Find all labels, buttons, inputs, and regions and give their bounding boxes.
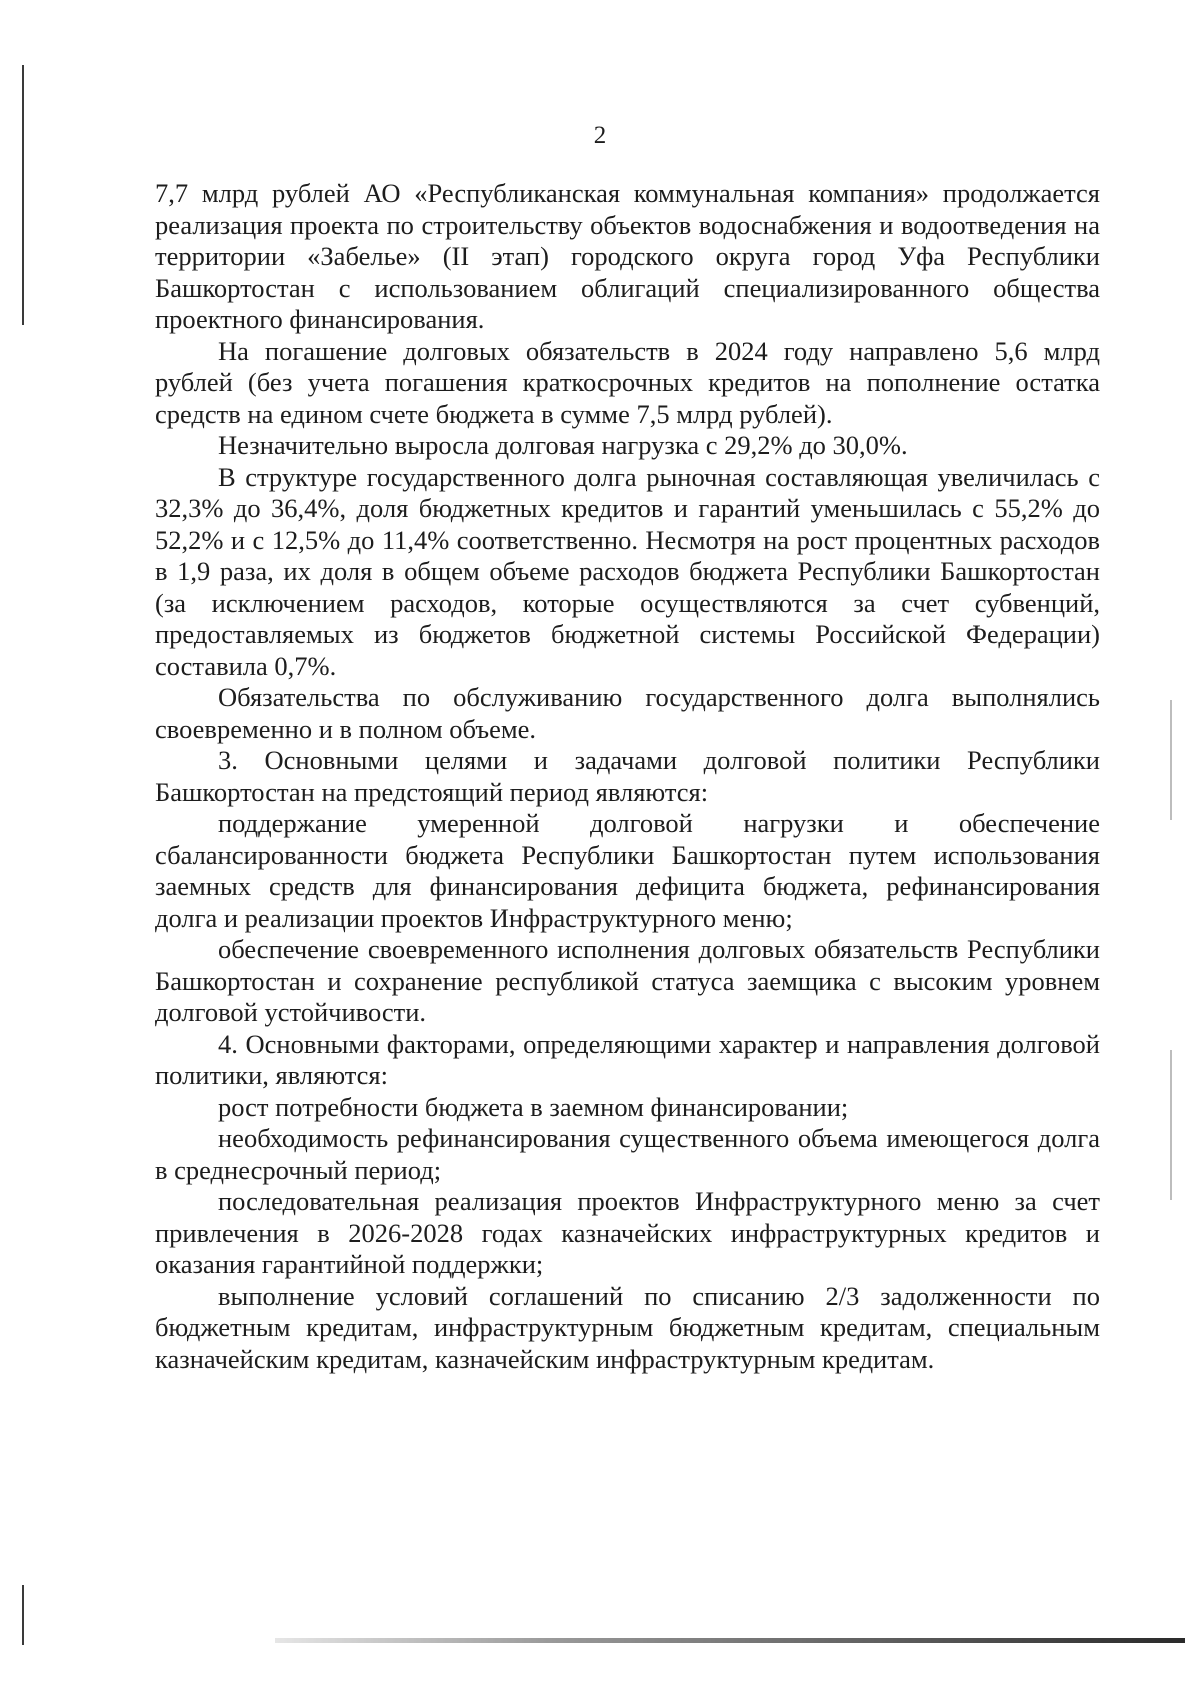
list-item: рост потребности бюджета в заемном финансировании; xyxy=(218,1091,849,1122)
body-text xyxy=(155,178,1100,1375)
scan-edge-mark xyxy=(22,1585,24,1645)
page-number: 2 xyxy=(593,122,607,149)
section-heading-3: 3. Основными целями и задачами долговой политики Республики Башкортостан на предстоящий период являются: xyxy=(155,745,1100,807)
paragraph: Обязательства по обслуживанию государственного долга выполнялись своевременно и в полном объеме. xyxy=(155,682,1100,744)
list-item: выполнение условий соглашений по списанию 2/3 задолженности по бюджетным кредитам, инфраструктурным бюджетным кредитам, специальным казначейским кредитам, казначейским инфраструктурным кредитам. xyxy=(155,1280,1100,1374)
list-item: поддержание умеренной долговой нагрузки и обеспечение сбалансированности бюджета Республики Башкортостан путем использования заемных средств для финансирования дефицита бюджета, рефинансирования долга и реализации проектов Инфраструктурного меню; xyxy=(155,808,1100,933)
list-item: последовательная реализация проектов Инфраструктурного меню за счет привлечения в 2026-2028 годах казначейских инфраструктурных кредитов и оказания гарантийной поддержки; xyxy=(155,1186,1100,1279)
section-heading-4: 4. Основными факторами, определяющими характер и направления долговой политики, являются: xyxy=(155,1028,1100,1090)
footer-rule xyxy=(275,1638,1185,1643)
paragraph: 7,7 млрд рублей АО «Республиканская коммунальная компания» продолжается реализация проекта по строительству объектов водоснабжения и водоотведения на территории «Забелье» (II этап) городского округа город Уфа Республики Башкортостан с использованием облигаций специализированного общества проектного финансирования. xyxy=(155,178,1100,334)
scan-artifact xyxy=(1170,700,1172,820)
list-item: необходимость рефинансирования существенного объема имеющегося долга в среднесрочный период; xyxy=(155,1123,1100,1185)
paragraph: Незначительно выросла долговая нагрузка с 29,2% до 30,0%. xyxy=(218,430,908,460)
scan-edge-mark xyxy=(22,65,24,325)
paragraph: В структуре государственного долга рыночная составляющая увеличилась с 32,3% до 36,4%, доля бюджетных кредитов и гарантий уменьшилась с 55,2% до 52,2% и с 12,5% до 11,4% соответственно. Несмотря на рост процентных расходов в 1,9 раза, их доля в общем объеме расходов бюджета Республики Башкортостан (за исключением расходов, которые осуществляются за счет субвенций, предоставляемых из бюджетов бюджетной системы Российской Федерации) составила 0,7%. xyxy=(155,461,1100,681)
scan-artifact xyxy=(1170,1050,1172,1200)
paragraph: На погашение долговых обязательств в 2024 году направлено 5,6 млрд рублей (без учета погашения краткосрочных кредитов на пополнение остатка средств на едином счете бюджета в сумме 7,5 млрд рублей). xyxy=(155,335,1100,429)
list-item: обеспечение своевременного исполнения долговых обязательств Республики Башкортостан и сохранение республикой статуса заемщика с высоким уровнем долговой устойчивости. xyxy=(155,934,1100,1027)
